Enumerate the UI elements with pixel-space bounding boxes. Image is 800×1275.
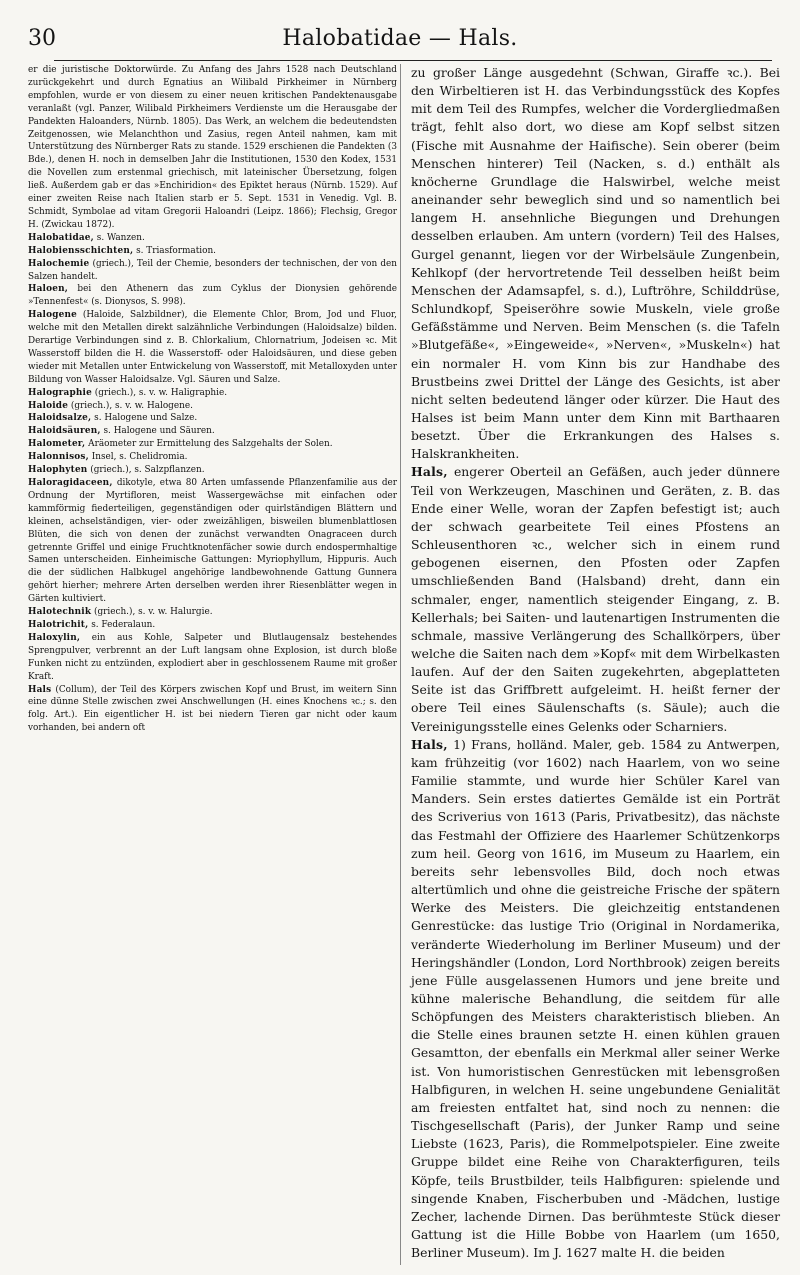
headword: Halobatidae,	[28, 232, 94, 243]
headword: Halonnisos,	[28, 452, 89, 463]
entry-hals-collum-continued: zu großer Länge ausgedehnt (Schwan, Giraffe ꝛc.). Bei den Wirbeltieren ist H. das Verbindungsstück des Kopfes mit dem Teil des Rumpfes, welcher die Vordergliedmaßen trägt, fehlt also dort, wo diese am Kopf selbst sitzen (Fische mit Ausnahme der Haifische). Sein oberer (beim Menschen hinterer) Teil (Nacken, s. d.) enthält als knöcherne Grundlage die Halswirbel, welche meist aneinander sehr beweglich sind und so namentlich bei langem H. ansehnliche Biegungen und Drehungen desselben erlauben. Am untern (vordern) Teil des Halses, Gurgel genannt, liegen vor der Wirbelsäule Zungenbein, Kehlkopf (der hervortretende Teil desselben heißt beim Menschen der Adamsapfel, s. d.), Luftröhre, Schilddrüse, Schlundkopf, Speiseröhre sowie Muskeln, viele große Gefäßstämme und Nerven. Beim Menschen (s. die Tafeln »Blutgefäße«, »Eingeweide«, »Nerven«, »Muskeln«) hat ein normaler H. vom Kinn bis zur Handhabe des Brustbeins zwei Drittel der Länge des Gesichts, ist aber nicht selten bedeutend länger oder kürzer. Die Haut des Halses ist beim Mann unter dem Kinn mit Barthaaren besetzt. Über die Erkrankungen des Halses s. Halskrankheiten.	[411, 65, 780, 462]
headword: Halometer,	[28, 439, 86, 450]
headword: Halobiensschichten,	[28, 245, 134, 256]
entry-haloxylin: Haloxylin, ein aus Kohle, Salpeter und Blutlaugensalz bestehendes Sprengpulver, verbrennt an der Luft langsam ohne Explosion, ist durch bloße Funken nicht zu entzünden, explodiert aber in geschlossenem Raume mit großer Kraft.	[28, 632, 397, 682]
entry-halonnisos: Halonnisos, Insel, s. Chelidromia.	[28, 452, 188, 463]
page-number: 30	[28, 26, 56, 51]
headword: Haloidsäuren,	[28, 426, 101, 437]
headword: Halotrichit,	[28, 619, 89, 630]
right-column	[411, 64, 780, 1262]
entry-halotrichit: Halotrichit, s. Federalaun.	[28, 619, 156, 630]
left-column	[28, 64, 397, 1262]
entry-hals-collum: Hals (Collum), der Teil des Körpers zwischen Kopf und Brust, im weitern Sinn eine dünne Stelle zwischen zwei Anschwellungen (H. eines Knochens ꝛc.; s. den folg. Art.). Ein eigentlicher H. ist bei niedern Tieren gar nicht oder kaum vorhanden, bei andern oft	[28, 684, 397, 734]
headword: Haloen,	[28, 284, 69, 295]
entry-halobiensschichten: Halobiensschichten, s. Triasformation.	[28, 245, 217, 256]
headword: Hals,	[411, 736, 448, 752]
headword: Haloidsalze,	[28, 413, 92, 424]
entry-hals-frans: Hals, 1) Frans, holländ. Maler, geb. 1584 zu Antwerpen, kam frühzeitig (vor 1602) nach Haarlem, von wo seine Familie stammte, und wurde hier Schüler Karel van Manders. Sein erstes datiertes Gemälde ist ein Porträt des Scriverius von 1613 (Paris, Privatbesitz), das nächste das Festmahl der Offiziere des Haarlemer Schützenkorps zum heil. Georg von 1616, im Museum zu Haarlem, ein bereits sehr lebensvolles Bild, doch noch etwas altertümlich und ohne die geistreiche Frische der spätern Werke des Meisters. Die gleichzeitig entstandenen Genrestücke: das lustige Trio (Original in Nordamerika, veränderte Wiederholung im Berliner Museum) und der Heringshändler (London, Lord Northbrook) zeigen bereits jene Fülle ausgelassenen Humors und jene breite und kühne malerische Behandlung, die seitdem für alle Schöpfungen des Meisters charakteristisch blieben. An die Stelle eines braunen setzte H. einen kühlen grauen Gesamtton, der ebenfalls ein Merkmal aller seiner Werke ist. Von humoristischen Genrestücken mit lebensgroßen Halbfiguren, in welchen H. seine ungebundene Genialität am freiesten entfaltet hat, sind noch zu nennen: die Tischgesellschaft (Paris), der Junker Ramp und seine Liebste (1623, Paris), die Rommelpotspieler. Eine zweite Gruppe bildet eine Reihe von Charakterfiguren, teils Köpfe, teils Brustbilder, teils Halbfiguren: spielende und singende Knaben, Fischerbuben und -Mädchen, lustige Zecher, lachende Dirnen. Das berühmteste Stück dieser Gattung ist die Hille Bobbe von Haarlem (um 1650, Berliner Museum). Im J. 1627 malte H. die beiden	[411, 736, 780, 1261]
entry-halotechnik: Halotechnik (griech.), s. v. w. Halurgie.	[28, 607, 213, 618]
entry-halometer: Halometer, Aräometer zur Ermittelung des Salzgehalts der Solen.	[28, 439, 333, 450]
entry-haloidsalze: Haloidsalze, s. Halogene und Salze.	[28, 413, 198, 424]
headword: Halogene	[28, 310, 77, 321]
header-rule	[54, 60, 772, 61]
page-header	[20, 22, 780, 58]
entry-haloen: Haloen, bei den Athenern das zum Cyklus der Dionysien gehörende »Tennenfest« (s. Dionysos, S. 998).	[28, 284, 397, 308]
headword: Haloragidaceen,	[28, 478, 113, 488]
headword: Halographie	[28, 387, 92, 398]
headword: Hals	[28, 684, 52, 695]
headword: Haloxylin,	[28, 632, 81, 643]
headword: Haloide	[28, 400, 69, 411]
entry-halophyten: Halophyten (griech.), s. Salzpflanzen.	[28, 465, 205, 476]
headword: Hals,	[411, 464, 448, 480]
entry-haloide: Haloide (griech.), s. v. w. Halogene.	[28, 400, 193, 411]
entry-halobatidae: Halobatidae, s. Wanzen.	[28, 232, 145, 243]
entry-haloidsaeuren: Haloidsäuren, s. Halogene und Säuren.	[28, 426, 215, 437]
entry-halographie: Halographie (griech.), s. v. w. Haligraphie.	[28, 387, 228, 398]
running-head: Halobatidae — Hals.	[282, 26, 518, 51]
entry-hals-technical: Hals, engerer Oberteil an Gefäßen, auch jeder dünnere Teil von Werkzeugen, Maschinen und Geräten, z. B. das Ende einer Welle, woran der Zapfen befestigt ist; auch der schwach gearbeitete Teil eines Pfostens an Schleusenthoren ꝛc., welcher sich in einem rund gebogenen eisernen, den Pfosten oder Zapfen umschließenden Band (Halsband) dreht, dann ein schmaler, enger, namentlich steigender Eingang, z. B. Kellerhals; bei Saiten- und lautenartigen Instrumenten die schmale, massive Verlängerung des Schallkörpers, über welche die Saiten nach dem »Kopf« mit dem Wirbelkasten laufen. Auf der den Saiten zugekehrten, abgeplatteten Seite ist das Griffbrett aufgeleimt. H. heißt ferner der obere Teil eines Säulenschafts (s. Säule); auch die Vereinigungsstelle eines Gelenks oder Scharniers.	[411, 464, 780, 734]
entry-halochemie: Halochemie (griech.), Teil der Chemie, besonders der technischen, der von den Salzen handelt.	[28, 258, 397, 282]
entry-continued: er die juristische Doktorwürde. Zu Anfang des Jahrs 1528 nach Deutschland zurückgekehrt und durch Egnatius an Wilibald Pirkheimer in Nürnberg empfohlen, wurde er von diesem zu einer neuen kritischen Pandektenausgabe veranlaßt (vgl. Panzer, Wilibald Pirkheimers Verdienste um die Herausgabe der Pandekten Haloanders, Nürnb. 1805). Das Werk, an welchem die bedeutendsten Zeitgenossen, wie Melanchthon und Zasius, regen Anteil nahmen, kam mit Unterstützung des Nürnberger Rats zu stande. 1529 erschienen die Pandekten (3 Bde.), denen H. noch in demselben Jahr die Institutionen, 1530 den Kodex, 1531 die Novellen zum erstenmal griechisch, mit lateinischer Übersetzung, folgen ließ. Außerdem gab er das »Enchiridion« des Epiktet heraus (Nürnb. 1529). Auf einer zweiten Reise nach Italien starb er 5. Sept. 1531 in Venedig. Vgl. B. Schmidt, Symbolae ad vitam Gregorii Haloandri (Leipz. 1866); Flechsig, Gregor H. (Zwickau 1872).	[28, 65, 397, 230]
headword: Halotechnik	[28, 607, 92, 618]
entry-haloragidaceen: Haloragidaceen, dikotyle, etwa 80 Arten umfassende Pflanzenfamilie aus der Ordnung der Myrtifloren, meist Wassergewächse mit einfachen oder kammförmig fiederteiligen, gegenständigen oder quirlständigen Blättern und kleinen, achselständigen, vier- oder zweizähligen, bisweilen blumenblattlosen Blüten, die sich von denen der zunächst verwandten Onagraceen durch getrennte Griffel und einige Fruchtknotenfächer sowie durch endospermhaltige Samen unterscheiden. Einheimische Gattungen: Myriophyllum, Hippuris. Auch die der südlichen Halbkugel angehörige landbewohnende Gattung Gunnera gehört hierher; mehrere Arten derselben werden ihrer Riesenblätter wegen in Gärten kultiviert.	[28, 478, 397, 605]
headword: Halophyten	[28, 465, 88, 476]
entry-halogene: Halogene (Haloide, Salzbildner), die Elemente Chlor, Brom, Jod und Fluor, welche mit den Metallen direkt salzähnliche Verbindungen (Haloidsalze) bilden. Derartige Verbindungen sind z. B. Chlorkalium, Chlornatrium, Jodeisen ꝛc. Mit Wasserstoff bilden die H. die Wasserstoff- oder Haloidsäuren, und diese geben wieder mit Metallen unter Entwickelung von Wasserstoff, mit Metalloxyden unter Bildung von Wasser Haloidsalze. Vgl. Säuren und Salze.	[28, 310, 397, 385]
text-columns	[28, 64, 780, 1262]
headword: Halochemie	[28, 258, 90, 269]
